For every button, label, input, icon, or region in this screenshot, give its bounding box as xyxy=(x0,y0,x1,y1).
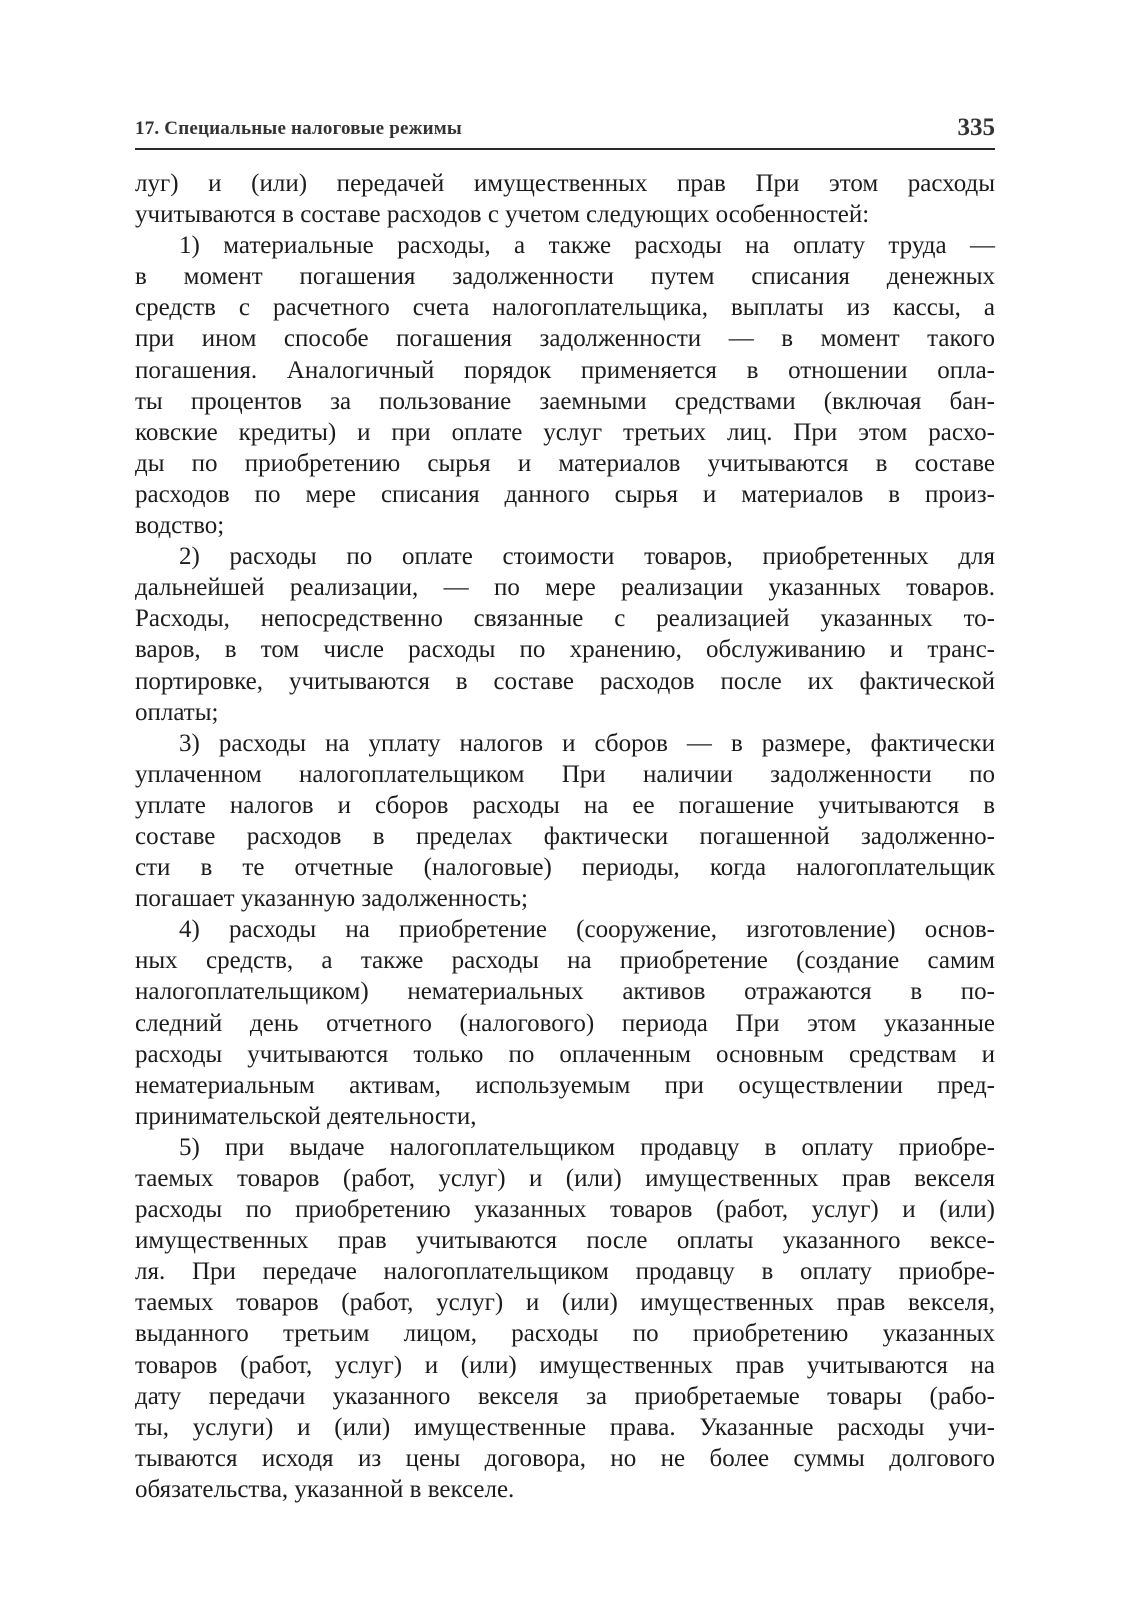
text-line: следний день отчетного (налогового) периода При этом указанные xyxy=(135,1009,995,1037)
text-line: ных средств, а также расходы на приобретение (создание самим xyxy=(135,947,995,975)
text-line: обязательства, указанной в векселе. xyxy=(135,1475,515,1503)
text-line: оплаты; xyxy=(135,698,219,726)
text-line: ля. При передаче налогоплательщиком продавцу в оплату приобре- xyxy=(135,1258,995,1286)
text-line: дальнейшей реализации, — по мере реализации указанных товаров. xyxy=(135,574,995,602)
text-line: учитываются в составе расходов с учетом следующих особенностей: xyxy=(135,201,870,229)
text-line: сти в те отчетные (налоговые) периоды, когда налогоплательщик xyxy=(135,854,995,882)
text-line: водство; xyxy=(135,512,225,540)
paragraph-intro xyxy=(135,168,995,230)
paragraph-item-2 xyxy=(135,541,995,728)
text-line: расходы по приобретению указанных товаров (работ, услуг) и (или) xyxy=(135,1196,995,1224)
text-line: товаров (работ, услуг) и (или) имущественных прав учитываются на xyxy=(135,1351,995,1379)
text-line: составе расходов в пределах фактически погашенной задолженно- xyxy=(135,822,995,850)
text-line: ды по приобретению сырья и материалов учитываются в составе xyxy=(135,449,995,477)
text-line: выданного третьим лицом, расходы по приобретению указанных xyxy=(135,1320,995,1348)
book-page xyxy=(135,112,995,1505)
text-line: варов, в том числе расходы по хранению, обслуживанию и транс- xyxy=(135,636,995,664)
body-text xyxy=(135,168,995,1505)
text-line: ковские кредиты) и при оплате услуг третьих лиц. При этом расхо- xyxy=(135,418,995,446)
text-line: расходы учитываются только по оплаченным основным средствам и xyxy=(135,1040,995,1068)
text-line: 1) материальные расходы, а также расходы на оплату труда — xyxy=(179,232,995,260)
paragraph-item-5 xyxy=(135,1132,995,1505)
text-line: таемых товаров (работ, услуг) и (или) имущественных прав векселя xyxy=(135,1165,995,1192)
text-line: 2) расходы по оплате стоимости товаров, приобретенных для xyxy=(179,543,995,571)
text-line: дату передачи указанного векселя за приобретаемые товары (рабо- xyxy=(135,1382,995,1410)
running-head xyxy=(135,112,995,150)
page-number: 335 xyxy=(957,114,995,141)
text-line: 5) при выдаче налогоплательщиком продавцу в оплату приобре- xyxy=(179,1133,995,1161)
text-line: средств с расчетного счета налогоплательщика, выплаты из кассы, а xyxy=(135,294,995,322)
paragraph-item-4 xyxy=(135,914,995,1132)
text-line: ты процентов за пользование заемными средствами (включая бан- xyxy=(135,387,995,415)
text-line: при ином способе погашения задолженности — в момент такого xyxy=(135,325,995,353)
paragraph-item-3 xyxy=(135,728,995,915)
text-line: имущественных прав учитываются после оплаты указанного вексе- xyxy=(135,1227,995,1255)
text-line: принимательской деятельности, xyxy=(135,1102,477,1130)
text-line: уплате налогов и сборов расходы на ее погашение учитываются в xyxy=(135,791,995,819)
text-line: ты, услуги) и (или) имущественные права. Указанные расходы учи- xyxy=(135,1413,995,1441)
text-line: налогоплательщиком) нематериальных активов отражаются в по- xyxy=(135,978,995,1006)
text-line: нематериальным активам, используемым при осуществлении пред- xyxy=(135,1071,995,1099)
text-line: луг) и (или) передачей имущественных прав При этом расходы xyxy=(135,170,995,197)
paragraph-item-1 xyxy=(135,230,995,541)
text-line: 3) расходы на уплату налогов и сборов — в размере, фактически xyxy=(179,729,995,757)
text-line: расходов по мере списания данного сырья и материалов в произ- xyxy=(135,480,995,508)
text-line: погашения. Аналогичный порядок применяется в отношении опла- xyxy=(135,356,995,384)
text-line: в момент погашения задолженности путем списания денежных xyxy=(135,263,995,291)
text-line: погашает указанную задолженность; xyxy=(135,885,528,913)
text-line: уплаченном налогоплательщиком При наличии задолженности по xyxy=(135,760,995,788)
text-line: 4) расходы на приобретение (сооружение, изготовление) основ- xyxy=(179,916,995,944)
text-line: Расходы, непосредственно связанные с реализацией указанных то- xyxy=(135,605,995,633)
text-line: тываются исходя из цены договора, но не более суммы долгового xyxy=(135,1444,995,1472)
chapter-title: 17. Специальные налоговые режимы xyxy=(135,118,462,139)
text-line: таемых товаров (работ, услуг) и (или) имущественных прав векселя, xyxy=(135,1289,995,1317)
text-line: портировке, учитываются в составе расходов после их фактической xyxy=(135,667,995,695)
